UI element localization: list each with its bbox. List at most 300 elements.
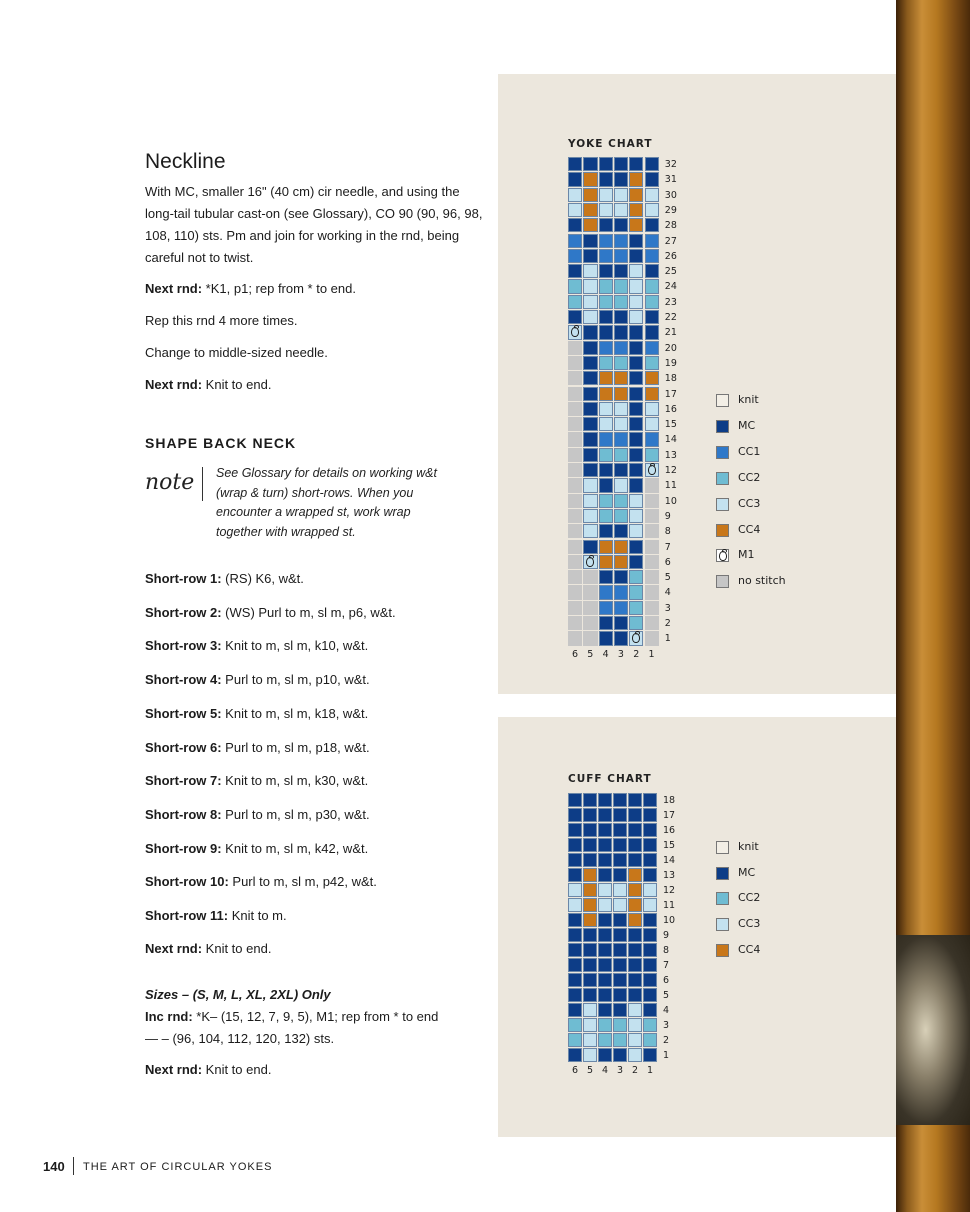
yoke-cell: [599, 371, 613, 385]
legend-label: CC1: [738, 444, 761, 458]
cuff-cell: [568, 823, 582, 837]
cuff-cell: [583, 793, 597, 807]
yoke-cell: [629, 387, 643, 401]
yoke-row-number: 23: [664, 296, 677, 308]
short-row-label: Short-row 8:: [145, 806, 222, 822]
cuff-cell: [628, 1048, 642, 1062]
yoke-cell: [645, 279, 659, 293]
yoke-cell: [645, 387, 659, 401]
cuff-cell: [598, 1033, 612, 1047]
repeat-instruction: Rep this rnd 4 more times.: [145, 313, 298, 328]
yoke-cell: [629, 478, 643, 492]
short-row-instruction: [145, 568, 304, 590]
cuff-row-number: 8: [663, 945, 670, 956]
section-heading: Neckline: [145, 150, 226, 173]
yoke-cell: [583, 601, 597, 615]
yoke-cell: [614, 325, 628, 339]
yoke-cell: [568, 601, 582, 615]
yoke-cell: [568, 616, 582, 630]
yoke-cell: [614, 570, 628, 584]
cuff-cell: [583, 898, 597, 912]
yoke-cell: [583, 494, 597, 508]
cuff-cell: [583, 928, 597, 942]
yoke-cell: [645, 310, 659, 324]
yoke-cell: [583, 524, 597, 538]
yoke-cell: [583, 295, 597, 309]
cuff-cell: [628, 943, 642, 957]
yoke-cell: [614, 295, 628, 309]
cuff-cell: [628, 988, 642, 1002]
yoke-cell: [614, 616, 628, 630]
note-divider: [202, 467, 203, 501]
cuff-cell: [628, 958, 642, 972]
cuff-cell: [643, 973, 657, 987]
yoke-cell: [614, 585, 628, 599]
cuff-cell: [568, 808, 582, 822]
yoke-cell: [629, 540, 643, 554]
legend-label: CC2: [738, 470, 761, 484]
yoke-cell: [645, 432, 659, 446]
yoke-row-number: 26: [664, 250, 677, 262]
cuff-cell: [583, 1048, 597, 1062]
yoke-column-number: 4: [602, 648, 609, 660]
yoke-column-number: 2: [633, 648, 640, 660]
yoke-cell: [568, 295, 582, 309]
cuff-cell: [568, 898, 582, 912]
yoke-cell: [629, 570, 643, 584]
legend-label: CC3: [738, 917, 761, 931]
cuff-cell: [628, 868, 642, 882]
cuff-row-number: 2: [663, 1035, 670, 1046]
next-rnd-label: Next rnd:: [145, 377, 203, 392]
yoke-cell: [599, 356, 613, 370]
yoke-cell: [614, 279, 628, 293]
yoke-cell: [629, 249, 643, 263]
next-rnd-instruction-3: [145, 938, 271, 960]
short-row-label: Short-row 1:: [145, 571, 222, 586]
cuff-cell: [583, 958, 597, 972]
next-rnd-text: Knit to end.: [202, 941, 272, 956]
cuff-cell: [643, 958, 657, 972]
cuff-cell: [568, 1033, 582, 1047]
yoke-cell: [645, 264, 659, 278]
note-label: note: [145, 470, 195, 495]
cuff-cell: [568, 943, 582, 957]
short-row-instruction: [145, 669, 370, 691]
yoke-cell: [583, 234, 597, 248]
cuff-cell: [568, 868, 582, 882]
cuff-row-number: 7: [663, 960, 670, 971]
cuff-cell: [628, 838, 642, 852]
sizes-heading: Sizes – (S, M, L, XL, 2XL) Only: [145, 987, 331, 1002]
yoke-cell: [614, 540, 628, 554]
yoke-cell: [629, 631, 643, 645]
yoke-cell: [599, 249, 613, 263]
yoke-cell: [599, 264, 613, 278]
yoke-row-number: 10: [664, 495, 677, 507]
yoke-cell: [629, 448, 643, 462]
yoke-row-number: 17: [664, 388, 677, 400]
yoke-row-number: 25: [664, 266, 677, 278]
cuff-cell: [568, 1003, 582, 1017]
yoke-cell: [645, 234, 659, 248]
yoke-cell: [614, 524, 628, 538]
yoke-cell: [629, 218, 643, 232]
legend-swatch: [716, 394, 729, 407]
yoke-cell: [645, 417, 659, 431]
cuff-cell: [568, 793, 582, 807]
cuff-row-number: 4: [663, 1005, 670, 1016]
yoke-cell: [645, 295, 659, 309]
cuff-cell: [613, 808, 627, 822]
yoke-row-number: 6: [664, 556, 671, 568]
yoke-cell: [629, 417, 643, 431]
yoke-cell: [583, 341, 597, 355]
yoke-cell: [583, 616, 597, 630]
cuff-cell: [598, 913, 612, 927]
cuff-cell: [628, 883, 642, 897]
yoke-cell: [629, 203, 643, 217]
cuff-cell: [643, 1048, 657, 1062]
yoke-cell: [645, 203, 659, 217]
legend-label: MC: [738, 865, 756, 879]
cuff-cell: [628, 928, 642, 942]
cuff-cell: [643, 898, 657, 912]
yoke-cell: [568, 249, 582, 263]
yoke-cell: [645, 585, 659, 599]
yoke-cell: [583, 402, 597, 416]
yoke-cell: [568, 218, 582, 232]
next-rnd-instruction-1: [145, 278, 356, 300]
cuff-cell: [613, 1003, 627, 1017]
make-one-symbol: [648, 465, 656, 475]
yoke-cell: [568, 234, 582, 248]
yoke-cell: [568, 188, 582, 202]
cuff-cell: [613, 838, 627, 852]
yoke-cell: [599, 540, 613, 554]
yoke-cell: [614, 341, 628, 355]
yoke-cell: [599, 463, 613, 477]
yoke-cell: [583, 478, 597, 492]
yoke-cell: [645, 494, 659, 508]
yoke-cell: [614, 432, 628, 446]
yoke-row-number: 15: [664, 419, 677, 431]
short-row-label: Short-row 4:: [145, 672, 222, 688]
yoke-cell: [629, 341, 643, 355]
cuff-row-number: 9: [663, 930, 670, 941]
cuff-cell: [598, 883, 612, 897]
short-row-label: Short-row 11:: [145, 908, 229, 923]
yoke-cell: [629, 310, 643, 324]
cuff-row-number: 3: [663, 1020, 670, 1031]
yoke-cell: [599, 478, 613, 492]
next-rnd-instruction-4: [145, 1059, 271, 1081]
yoke-cell: [599, 279, 613, 293]
yoke-cell: [599, 417, 613, 431]
yoke-cell: [583, 188, 597, 202]
yoke-cell: [583, 218, 597, 232]
yoke-cell: [629, 325, 643, 339]
yoke-cell: [614, 310, 628, 324]
cuff-cell: [628, 1018, 642, 1032]
short-row-text: Knit to m, sl m, k10, w&t.: [221, 638, 369, 654]
cuff-cell: [598, 943, 612, 957]
legend-swatch: [716, 944, 729, 957]
legend-label: knit: [738, 840, 759, 853]
cuff-cell: [598, 823, 612, 837]
make-one-symbol: [571, 327, 579, 337]
yoke-cell: [629, 356, 643, 370]
yoke-cell: [583, 279, 597, 293]
cuff-cell: [643, 808, 657, 822]
yoke-cell: [599, 234, 613, 248]
legend-label: M1: [738, 548, 755, 562]
cuff-cell: [613, 1033, 627, 1047]
yoke-cell: [599, 387, 613, 401]
short-row-text: Knit to m, sl m, k30, w&t.: [221, 773, 369, 789]
cuff-cell: [628, 1033, 642, 1047]
yoke-row-number: 27: [664, 235, 677, 247]
yoke-cell: [629, 616, 643, 630]
yoke-cell: [568, 631, 582, 645]
yoke-cell: [629, 494, 643, 508]
yoke-cell: [568, 341, 582, 355]
yoke-cell: [568, 509, 582, 523]
yoke-cell: [583, 371, 597, 385]
yoke-row-number: 29: [664, 204, 677, 216]
cuff-cell: [598, 1018, 612, 1032]
yoke-cell: [645, 218, 659, 232]
yoke-cell: [645, 402, 659, 416]
yoke-cell: [614, 157, 628, 171]
cuff-cell: [613, 1048, 627, 1062]
yoke-cell: [629, 371, 643, 385]
next-rnd-label: Next rnd:: [145, 941, 203, 956]
yoke-cell: [568, 494, 582, 508]
cuff-cell: [613, 973, 627, 987]
cuff-cell: [643, 988, 657, 1002]
footer-divider: [73, 1157, 74, 1175]
yoke-cell: [599, 341, 613, 355]
cuff-cell: [643, 943, 657, 957]
cuff-cell: [583, 913, 597, 927]
cuff-cell: [583, 823, 597, 837]
short-row-text: Purl to m, sl m, p30, w&t.: [221, 806, 370, 822]
yoke-row-number: 24: [664, 281, 677, 293]
yoke-column-number: 5: [587, 648, 594, 660]
yoke-cell: [629, 463, 643, 477]
cuff-cell: [568, 913, 582, 927]
yoke-cell: [645, 509, 659, 523]
cuff-cell: [598, 853, 612, 867]
yoke-cell: [583, 387, 597, 401]
yoke-cell: [614, 494, 628, 508]
cuff-cell: [643, 823, 657, 837]
yoke-row-number: 1: [664, 633, 671, 645]
cuff-column-number: 6: [572, 1065, 579, 1076]
short-row-label: Short-row 9:: [145, 840, 222, 856]
yoke-cell: [583, 203, 597, 217]
cuff-cell: [583, 883, 597, 897]
yoke-cell: [629, 172, 643, 186]
yoke-cell: [599, 188, 613, 202]
yoke-row-number: 5: [664, 572, 671, 584]
yoke-column-number: 6: [572, 648, 579, 660]
legend-label: CC3: [738, 496, 761, 510]
cuff-cell: [628, 898, 642, 912]
yoke-cell: [583, 249, 597, 263]
yoke-chart-title: YOKE CHART: [568, 138, 653, 150]
short-row-label: Short-row 3:: [145, 638, 222, 654]
yoke-cell: [583, 264, 597, 278]
cuff-cell: [598, 988, 612, 1002]
legend-swatch: [716, 498, 729, 511]
short-row-label: Short-row 7:: [145, 773, 222, 789]
cuff-cell: [568, 928, 582, 942]
cuff-cell: [583, 1033, 597, 1047]
yoke-cell: [614, 601, 628, 615]
next-rnd-text: *K1, p1; rep from * to end.: [202, 281, 356, 296]
yoke-cell: [599, 402, 613, 416]
yoke-cell: [583, 448, 597, 462]
cuff-cell: [643, 853, 657, 867]
cuff-cell: [613, 898, 627, 912]
yoke-cell: [645, 616, 659, 630]
cuff-cell: [613, 853, 627, 867]
cuff-cell: [598, 958, 612, 972]
yoke-cell: [645, 601, 659, 615]
cuff-cell: [568, 838, 582, 852]
yoke-cell: [583, 585, 597, 599]
short-row-label: Short-row 6:: [145, 739, 222, 755]
cuff-cell: [568, 1048, 582, 1062]
yoke-column-number: 1: [648, 648, 655, 660]
cuff-cell: [598, 793, 612, 807]
yoke-cell: [614, 631, 628, 645]
next-rnd-text: Knit to end.: [202, 1062, 272, 1077]
yoke-row-number: 7: [664, 541, 671, 553]
cuff-cell: [613, 958, 627, 972]
short-row-text: Knit to m, sl m, k42, w&t.: [221, 840, 369, 856]
yoke-cell: [645, 448, 659, 462]
legend-label: CC4: [738, 522, 761, 536]
yoke-cell: [645, 524, 659, 538]
yoke-cell: [599, 601, 613, 615]
cuff-cell: [643, 1033, 657, 1047]
make-one-symbol: [586, 557, 594, 567]
cuff-cell: [643, 793, 657, 807]
cuff-row-number: 5: [663, 990, 670, 1001]
cuff-cell: [583, 868, 597, 882]
next-rnd-text: Knit to end.: [202, 377, 272, 392]
short-row-label: Short-row 5:: [145, 705, 222, 721]
cuff-cell: [643, 883, 657, 897]
yoke-row-number: 20: [664, 342, 677, 354]
change-needle-instruction: Change to middle-sized needle.: [145, 345, 328, 360]
yoke-cell: [583, 509, 597, 523]
cuff-row-number: 11: [663, 900, 676, 911]
cuff-row-number: 14: [663, 855, 676, 866]
yoke-row-number: 31: [664, 174, 677, 186]
yoke-cell: [629, 555, 643, 569]
cuff-cell: [598, 838, 612, 852]
yoke-row-number: 4: [664, 587, 671, 599]
cuff-row-number: 13: [663, 870, 676, 881]
note-text: See Glossary for details on working w&t (wrap & turn) short-rows. When you encounter a wrapped st, work wrap together with wrapped st.: [216, 466, 437, 539]
yoke-cell: [629, 601, 643, 615]
subsection-heading: SHAPE BACK NECK: [145, 435, 297, 451]
yoke-cell: [629, 295, 643, 309]
yoke-cell: [599, 494, 613, 508]
short-row-instruction: [145, 635, 368, 657]
yoke-cell: [629, 432, 643, 446]
next-rnd-label: Next rnd:: [145, 1062, 203, 1077]
yoke-cell: [599, 570, 613, 584]
yoke-cell: [645, 356, 659, 370]
yoke-cell: [583, 570, 597, 584]
legend-label: knit: [738, 393, 759, 406]
yoke-cell: [629, 585, 643, 599]
cuff-column-number: 3: [617, 1065, 624, 1076]
legend-label: no stitch: [738, 574, 786, 588]
make-one-symbol: [719, 551, 727, 561]
running-footer-title: THE ART OF CIRCULAR YOKES: [83, 1161, 273, 1173]
yoke-cell: [583, 310, 597, 324]
yoke-cell: [614, 509, 628, 523]
cuff-column-number: 4: [602, 1065, 609, 1076]
legend-swatch: [716, 524, 729, 537]
yoke-row-number: 30: [664, 189, 677, 201]
cuff-column-number: 5: [587, 1065, 594, 1076]
yoke-cell: [614, 249, 628, 263]
yoke-cell: [629, 402, 643, 416]
cuff-row-number: 1: [663, 1050, 670, 1061]
cuff-cell: [598, 1048, 612, 1062]
cuff-cell: [643, 1018, 657, 1032]
yoke-row-number: 19: [664, 357, 677, 369]
cuff-row-number: 17: [663, 810, 676, 821]
short-row-instruction: [145, 871, 377, 893]
yoke-cell: [599, 631, 613, 645]
yoke-cell: [583, 463, 597, 477]
yoke-cell: [629, 234, 643, 248]
cuff-cell: [628, 793, 642, 807]
short-row-instruction: [145, 770, 368, 792]
cuff-cell: [628, 913, 642, 927]
yoke-cell: [599, 203, 613, 217]
cuff-cell: [643, 838, 657, 852]
yoke-cell: [629, 509, 643, 523]
yoke-cell: [568, 432, 582, 446]
yoke-cell: [568, 157, 582, 171]
frame-ornament: [896, 935, 970, 1125]
yoke-cell: [629, 157, 643, 171]
cuff-cell: [613, 883, 627, 897]
yoke-cell: [599, 172, 613, 186]
cuff-cell: [628, 823, 642, 837]
yoke-cell: [614, 218, 628, 232]
short-row-text: (RS) K6, w&t.: [221, 571, 304, 586]
yoke-cell: [599, 295, 613, 309]
legend-label: CC2: [738, 891, 761, 905]
yoke-cell: [614, 478, 628, 492]
yoke-cell: [568, 310, 582, 324]
yoke-cell: [629, 264, 643, 278]
cuff-cell: [583, 853, 597, 867]
cuff-cell: [583, 973, 597, 987]
yoke-row-number: 28: [664, 220, 677, 232]
yoke-cell: [599, 616, 613, 630]
